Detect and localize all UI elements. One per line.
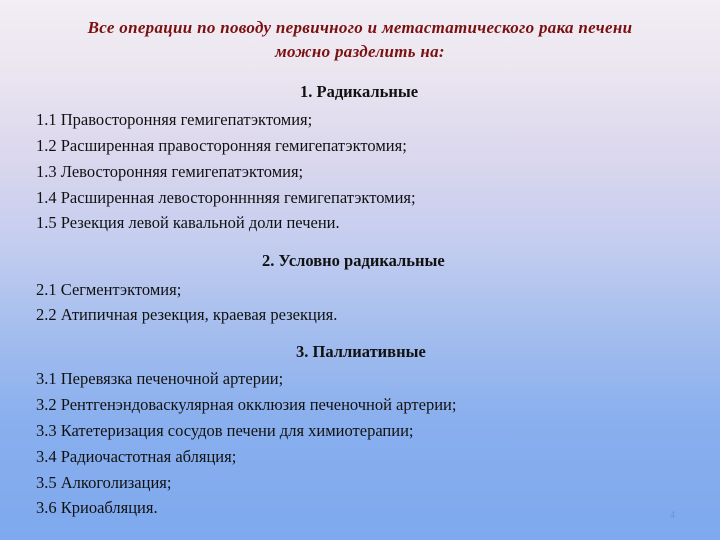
slide-title-line-2: можно разделить на: [275, 42, 445, 61]
list-item: 1.1 Правосторонняя гемигепатэктомия; [36, 110, 313, 129]
list-item: 1.3 Левосторонняя гемигепатэктомия; [36, 162, 304, 181]
list-item: 1.2 Расширенная правосторонняя гемигепатэктомия; [36, 136, 407, 155]
page-number: 4 [670, 510, 675, 521]
slide-title [0, 16, 720, 64]
section-heading-palliative: 3. Паллиативные [296, 342, 426, 361]
list-item: 2.2 Атипичная резекция, краевая резекция. [36, 305, 338, 324]
list-item: 1.4 Расширенная левосторонннняя гемигепатэктомия; [36, 188, 416, 207]
list-item: 3.5 Алкоголизация; [36, 473, 172, 492]
section-heading-conditionally-radical: 2. Условно радикальные [262, 251, 445, 270]
list-item: 3.1 Перевязка печеночной артерии; [36, 369, 284, 388]
slide-title-line-1: Все операции по поводу первичного и метастатического рака печени [87, 18, 633, 37]
section-heading-radical: 1. Радикальные [300, 82, 419, 101]
list-item: 3.6 Криоабляция. [36, 498, 158, 517]
list-item: 3.3 Катетеризация сосудов печени для химиотерапии; [36, 421, 414, 440]
list-item: 3.2 Рентгенэндоваскулярная окклюзия печеночной артерии; [36, 395, 457, 414]
list-item: 2.1 Сегментэктомия; [36, 280, 182, 299]
list-item: 3.4 Радиочастотная абляция; [36, 447, 237, 466]
list-item: 1.5 Резекция левой кавальной доли печени. [36, 213, 340, 232]
